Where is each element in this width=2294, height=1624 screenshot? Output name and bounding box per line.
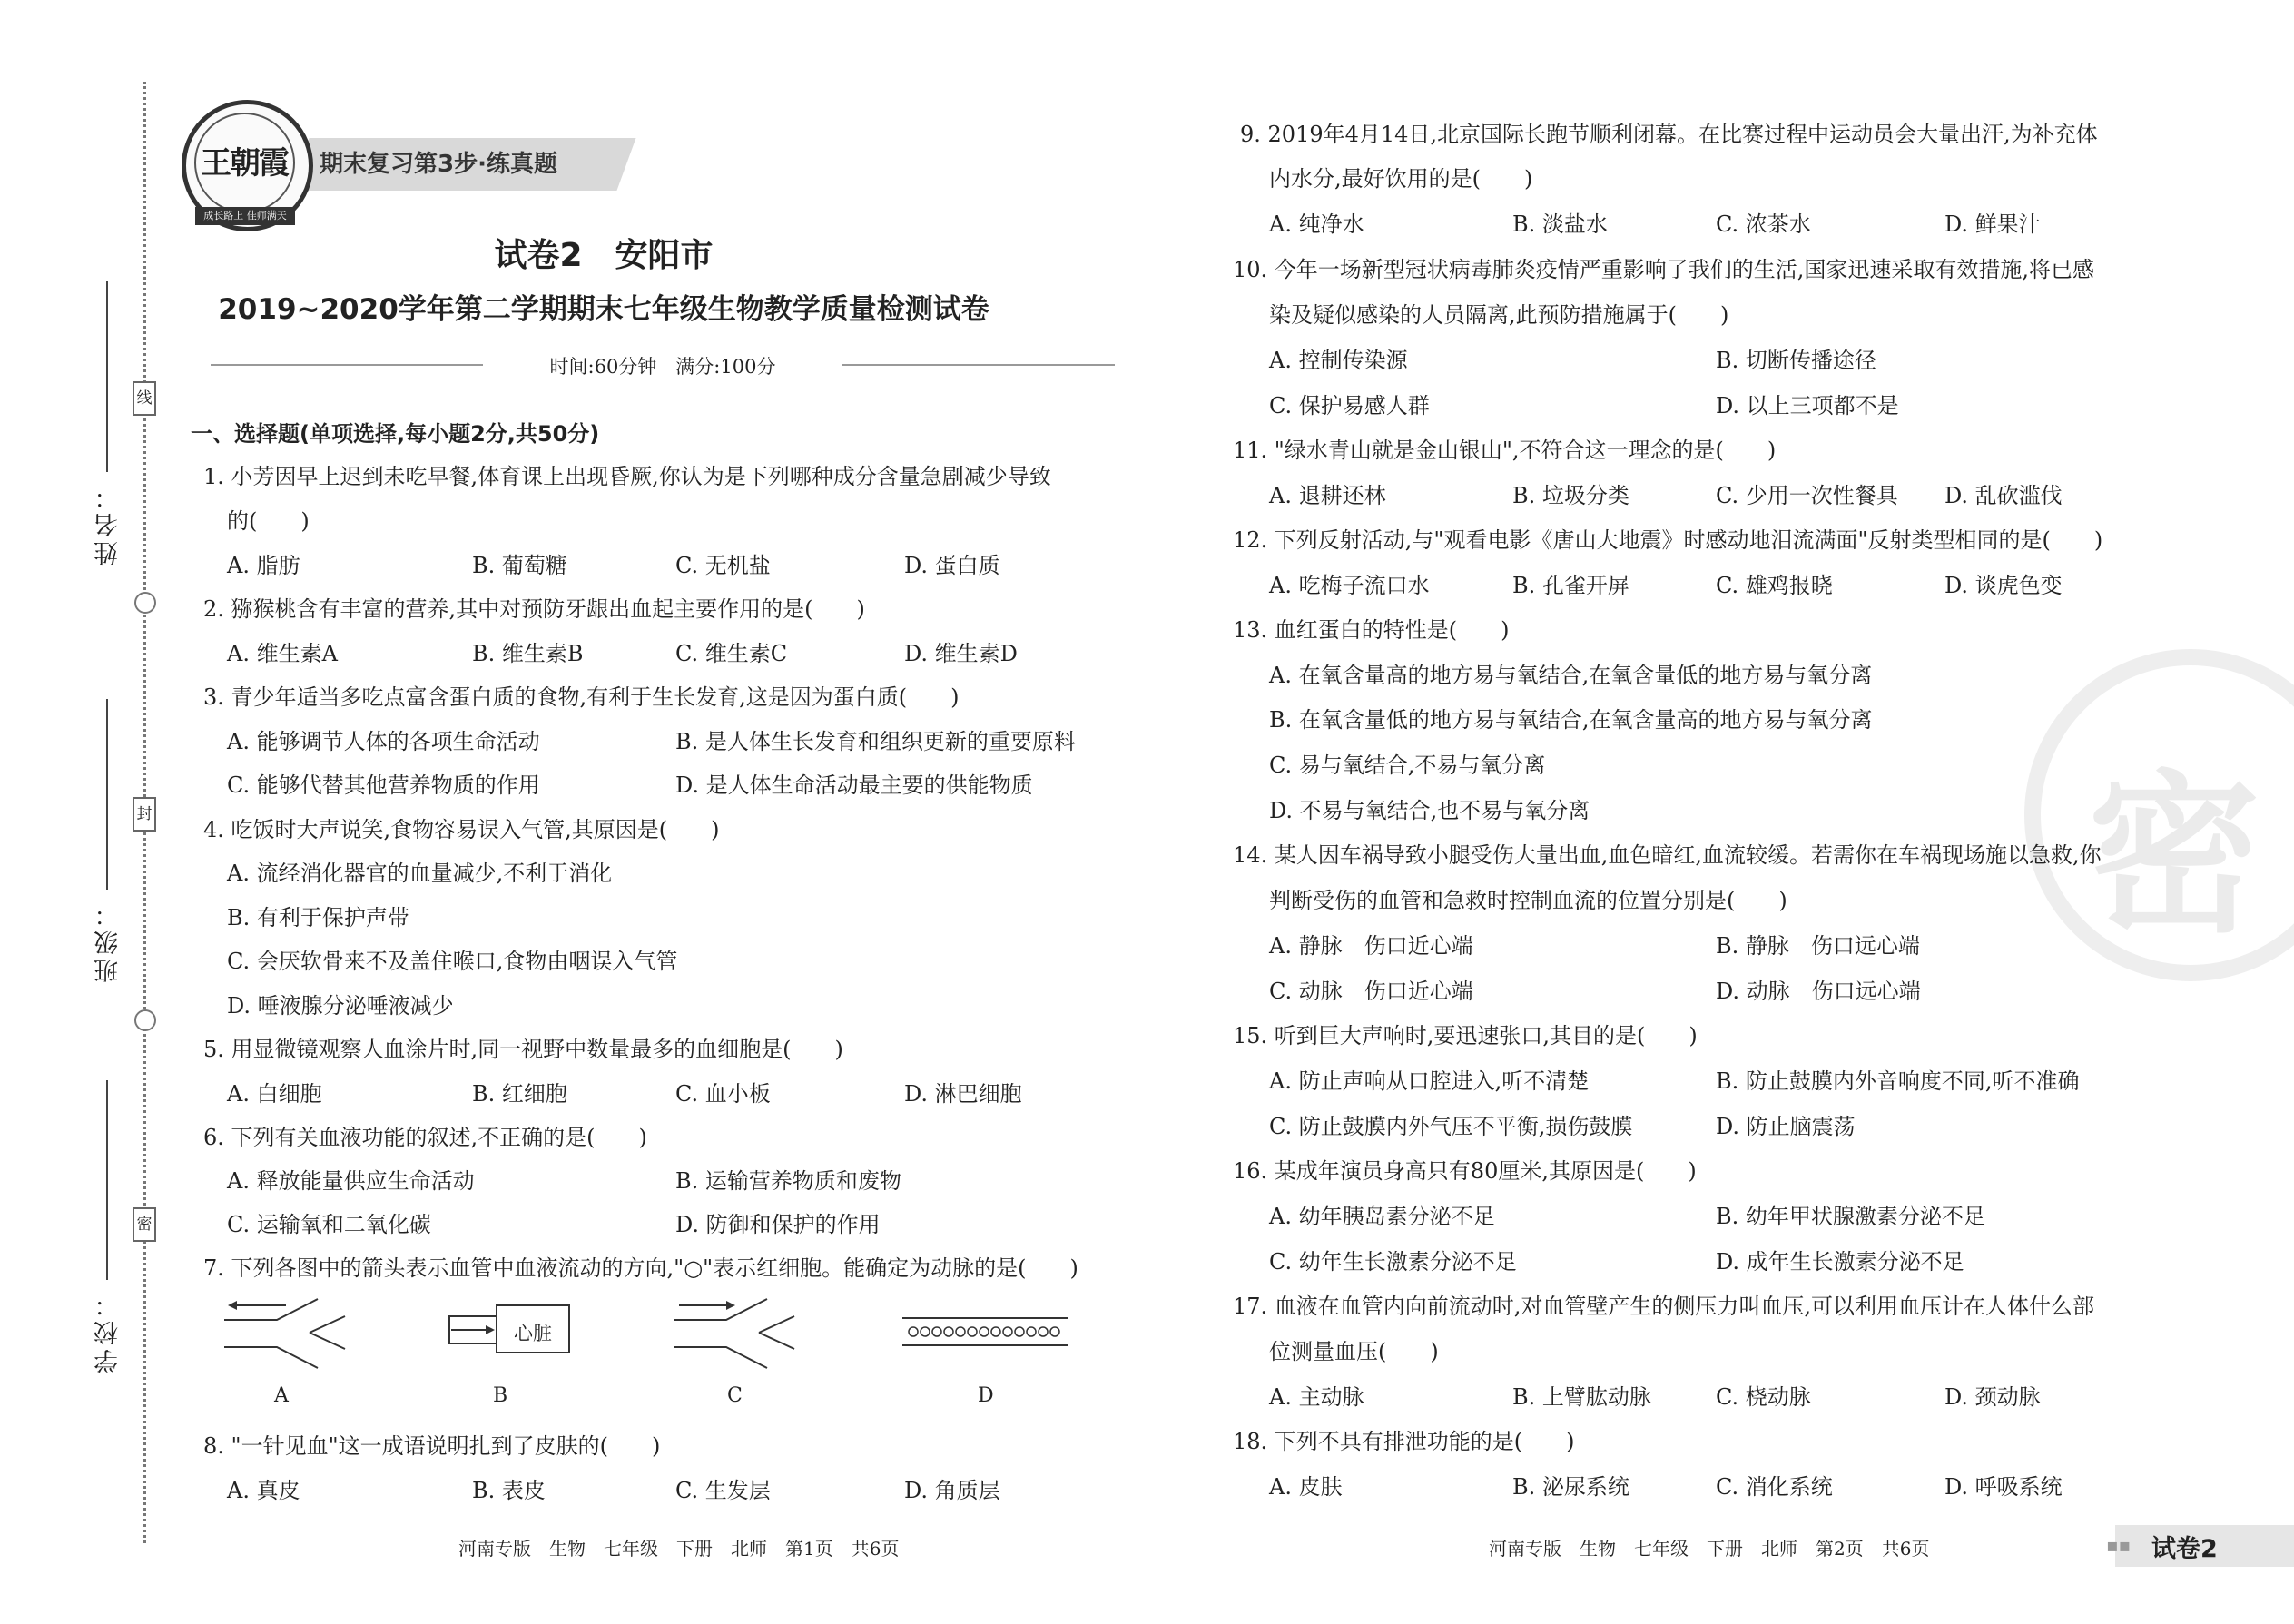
exam-meta: 时间:60分钟 满分:100分 <box>549 356 776 378</box>
q2-option-c[interactable]: C. 维生素C <box>675 641 788 666</box>
q5-option-d[interactable]: D. 淋巴细胞 <box>904 1081 1022 1107</box>
q9-option-a[interactable]: A. 纯净水 <box>1269 212 1364 237</box>
q7-label-b: B <box>493 1384 508 1407</box>
q5-option-c[interactable]: C. 血小板 <box>675 1081 771 1107</box>
q5-stem: 5. 用显微镜观察人血涂片时,同一视野中数量最多的血细胞是( ) <box>203 1037 843 1062</box>
q7-figure-a[interactable] <box>222 1296 350 1369</box>
q11-option-b[interactable]: B. 垃圾分类 <box>1512 483 1629 508</box>
q8-stem: 8. "一针见血"这一成语说明扎到了皮肤的( ) <box>203 1433 661 1459</box>
q13-option-c[interactable]: C. 易与氧结合,不易与氧分离 <box>1269 753 1546 778</box>
q6-stem: 6. 下列有关血液功能的叙述,不正确的是( ) <box>203 1125 647 1150</box>
paper-subtitle: 2019~2020学年第二学期期末七年级生物教学质量检测试卷 <box>218 293 989 326</box>
q1-option-a[interactable]: A. 脂肪 <box>227 553 300 578</box>
q8-option-c[interactable]: C. 生发层 <box>675 1478 771 1503</box>
q16-option-d[interactable]: D. 成年生长激素分泌不足 <box>1716 1249 1964 1275</box>
q3-option-c[interactable]: C. 能够代替其他营养物质的作用 <box>227 773 540 798</box>
q14-option-c[interactable]: C. 动脉 伤口近心端 <box>1269 979 1473 1004</box>
q18-option-c[interactable]: C. 消化系统 <box>1716 1474 1833 1500</box>
q16-stem: 16. 某成年演员身高只有80厘米,其原因是( ) <box>1233 1158 1697 1184</box>
meta-rule-left <box>211 364 483 366</box>
q10-option-b[interactable]: B. 切断传播途径 <box>1716 348 1876 373</box>
q13-stem: 13. 血红蛋白的特性是( ) <box>1233 617 1510 643</box>
q3-stem: 3. 青少年适当多吃点富含蛋白质的食物,有利于生长发育,这是因为蛋白质( ) <box>203 684 960 710</box>
q18-option-b[interactable]: B. 泌尿系统 <box>1512 1474 1629 1500</box>
q13-option-b[interactable]: B. 在氧含量低的地方易与氧结合,在氧含量高的地方易与氧分离 <box>1269 707 1873 733</box>
q17-stem-cont: 位测量血压( ) <box>1269 1339 1439 1364</box>
logo-text: 王朝霞 <box>201 145 288 182</box>
class-field-line[interactable] <box>106 699 108 890</box>
q4-option-c[interactable]: C. 会厌软骨来不及盖住喉口,食物由咽误入气管 <box>227 949 678 974</box>
school-field-line[interactable] <box>106 1080 108 1280</box>
q13-option-d[interactable]: D. 不易与氧结合,也不易与氧分离 <box>1269 798 1590 823</box>
banner-label: 期末复习第3步·练真题 <box>320 151 557 178</box>
q3-option-d[interactable]: D. 是人体生命活动最主要的供能物质 <box>675 773 1033 798</box>
q17-option-d[interactable]: D. 颈动脉 <box>1944 1384 2041 1410</box>
section-title: 一、选择题(单项选择,每小题2分,共50分) <box>191 421 600 447</box>
q11-option-d[interactable]: D. 乱砍滥伐 <box>1944 483 2063 508</box>
q2-option-d[interactable]: D. 维生素D <box>904 641 1018 666</box>
q7-figure-b[interactable] <box>448 1298 575 1362</box>
q12-option-b[interactable]: B. 孔雀开屏 <box>1512 573 1629 598</box>
q16-option-c[interactable]: C. 幼年生长激素分泌不足 <box>1269 1249 1517 1275</box>
q9-option-d[interactable]: D. 鲜果汁 <box>1944 212 2041 237</box>
school-label: 学校： <box>94 1289 123 1373</box>
name-label: 姓名： <box>94 481 123 566</box>
q10-stem-cont: 染及疑似感染的人员隔离,此预防措施属于( ) <box>1269 302 1729 328</box>
q1-option-b[interactable]: B. 葡萄糖 <box>472 553 567 578</box>
q2-option-a[interactable]: A. 维生素A <box>227 641 338 666</box>
q12-option-a[interactable]: A. 吃梅子流口水 <box>1269 573 1430 598</box>
q3-option-b[interactable]: B. 是人体生长发育和组织更新的重要原料 <box>675 729 1076 754</box>
q14-stem: 14. 某人因车祸导致小腿受伤大量出血,血色暗红,血流较缓。若需你在车祸现场施以急救,你 <box>1233 842 2102 868</box>
watermark-char: 密 <box>2088 753 2261 956</box>
q8-option-a[interactable]: A. 真皮 <box>227 1478 300 1503</box>
q11-stem: 11. "绿水青山就是金山银山",不符合这一理念的是( ) <box>1233 438 1777 463</box>
q6-option-c[interactable]: C. 运输氧和二氧化碳 <box>227 1212 431 1237</box>
q15-option-b[interactable]: B. 防止鼓膜内外音响度不同,听不准确 <box>1716 1068 2080 1094</box>
paper-title: 试卷2 安阳市 <box>494 237 714 274</box>
q7-label-d: D <box>978 1384 994 1407</box>
q10-option-d[interactable]: D. 以上三项都不是 <box>1716 393 1899 418</box>
q17-option-a[interactable]: A. 主动脉 <box>1269 1384 1364 1410</box>
q16-option-a[interactable]: A. 幼年胰岛素分泌不足 <box>1269 1204 1495 1229</box>
q1-option-d[interactable]: D. 蛋白质 <box>904 553 1000 578</box>
q10-option-a[interactable]: A. 控制传染源 <box>1269 348 1408 373</box>
q18-option-a[interactable]: A. 皮肤 <box>1269 1474 1343 1500</box>
q4-stem: 4. 吃饭时大声说笑,食物容易误入气管,其原因是( ) <box>203 817 720 842</box>
q10-stem: 10. 今年一场新型冠状病毒肺炎疫情严重影响了我们的生活,国家迅速采取有效措施,将已感 <box>1233 257 2095 282</box>
q15-option-a[interactable]: A. 防止声响从口腔进入,听不清楚 <box>1269 1068 1590 1094</box>
q15-option-c[interactable]: C. 防止鼓膜内外气压不平衡,损伤鼓膜 <box>1269 1114 1633 1139</box>
paper-tag: 试卷2 <box>2151 1535 2218 1563</box>
q1-option-c[interactable]: C. 无机盐 <box>675 553 771 578</box>
q9-stem-cont: 内水分,最好饮用的是( ) <box>1269 166 1533 192</box>
class-label: 班级： <box>94 899 123 983</box>
q12-option-d[interactable]: D. 谈虎色变 <box>1944 573 2063 598</box>
q8-option-d[interactable]: D. 角质层 <box>904 1478 1000 1503</box>
seal-char-xian: 线 <box>133 381 156 416</box>
q6-option-a[interactable]: A. 释放能量供应生命活动 <box>227 1168 475 1194</box>
q9-stem: 9. 2019年4月14日,北京国际长跑节顺利闭幕。在比赛过程中运动员会大量出汗,为补充体 <box>1240 122 2098 147</box>
q1-stem: 1. 小芳因早上迟到未吃早餐,体育课上出现昏厥,你认为是下列哪种成分含量急剧减少导致 <box>203 464 1051 489</box>
q9-option-b[interactable]: B. 淡盐水 <box>1512 212 1608 237</box>
q17-stem: 17. 血液在血管内向前流动时,对血管壁产生的侧压力叫血压,可以利用血压计在人体什么部 <box>1233 1294 2095 1319</box>
q7-label-a: A <box>274 1384 289 1407</box>
q17-option-c[interactable]: C. 桡动脉 <box>1716 1384 1811 1410</box>
q15-option-d[interactable]: D. 防止脑震荡 <box>1716 1114 1856 1139</box>
q5-option-b[interactable]: B. 红细胞 <box>472 1081 567 1107</box>
q11-option-a[interactable]: A. 退耕还林 <box>1269 483 1386 508</box>
binding-hole-icon <box>134 1009 156 1031</box>
q8-option-b[interactable]: B. 表皮 <box>472 1478 546 1503</box>
q18-option-d[interactable]: D. 呼吸系统 <box>1944 1474 2063 1500</box>
q7-stem: 7. 下列各图中的箭头表示血管中血液流动的方向,"○"表示红细胞。能确定为动脉的是( ) <box>203 1255 1078 1281</box>
q4-option-d[interactable]: D. 唾液腺分泌唾液减少 <box>227 993 454 1019</box>
q18-stem: 18. 下列不具有排泄功能的是( ) <box>1233 1429 1575 1454</box>
q4-option-b[interactable]: B. 有利于保护声带 <box>227 905 409 930</box>
q5-option-a[interactable]: A. 白细胞 <box>227 1081 322 1107</box>
q11-option-c[interactable]: C. 少用一次性餐具 <box>1716 483 1898 508</box>
q1-stem-cont: 的( ) <box>227 508 310 534</box>
q4-option-a[interactable]: A. 流经消化器官的血量减少,不利于消化 <box>227 861 613 886</box>
q7-heart-label: 心脏 <box>514 1323 552 1344</box>
q14-stem-cont: 判断受伤的血管和急救时控制血流的位置分别是( ) <box>1269 888 1787 913</box>
q14-option-b[interactable]: B. 静脉 伤口远心端 <box>1716 933 1920 959</box>
meta-rule-right <box>842 364 1115 366</box>
q7-figure-c[interactable] <box>672 1296 799 1369</box>
q12-stem: 12. 下列反射活动,与"观看电影《唐山大地震》时感动地泪流满面"反射类型相同的是( ) <box>1233 527 2103 553</box>
seal-char-feng: 封 <box>133 797 156 832</box>
q16-option-b[interactable]: B. 幼年甲状腺激素分泌不足 <box>1716 1204 1985 1229</box>
q15-stem: 15. 听到巨大声响时,要迅速张口,其目的是( ) <box>1233 1023 1698 1048</box>
q6-option-b[interactable]: B. 运输营养物质和废物 <box>675 1168 901 1194</box>
q13-option-a[interactable]: A. 在氧含量高的地方易与氧结合,在氧含量低的地方易与氧分离 <box>1269 663 1873 688</box>
q7-label-c: C <box>727 1384 743 1407</box>
footer-left: 河南专版 生物 七年级 下册 北师 第1页 共6页 <box>458 1538 900 1560</box>
q14-option-a[interactable]: A. 静脉 伤口近心端 <box>1269 933 1473 959</box>
q9-option-c[interactable]: C. 浓茶水 <box>1716 212 1811 237</box>
q12-option-c[interactable]: C. 雄鸡报晓 <box>1716 573 1833 598</box>
tag-bars-icon: ▪▪ <box>2106 1534 2132 1556</box>
seal-char-mi: 密 <box>133 1207 156 1242</box>
q14-option-d[interactable]: D. 动脉 伤口远心端 <box>1716 979 1921 1004</box>
binding-hole-icon <box>134 592 156 614</box>
q10-option-c[interactable]: C. 保护易感人群 <box>1269 393 1430 418</box>
q6-option-d[interactable]: D. 防御和保护的作用 <box>675 1212 881 1237</box>
q2-stem: 2. 猕猴桃含有丰富的营养,其中对预防牙龈出血起主要作用的是( ) <box>203 596 865 622</box>
footer-right: 河南专版 生物 七年级 下册 北师 第2页 共6页 <box>1489 1538 1930 1560</box>
q2-option-b[interactable]: B. 维生素B <box>472 641 584 666</box>
q3-option-a[interactable]: A. 能够调节人体的各项生命活动 <box>227 729 540 754</box>
logo-slogan: 成长路上 佳师满天 <box>195 207 295 225</box>
q7-figure-d[interactable] <box>899 1305 1071 1360</box>
q17-option-b[interactable]: B. 上臂肱动脉 <box>1512 1384 1651 1410</box>
